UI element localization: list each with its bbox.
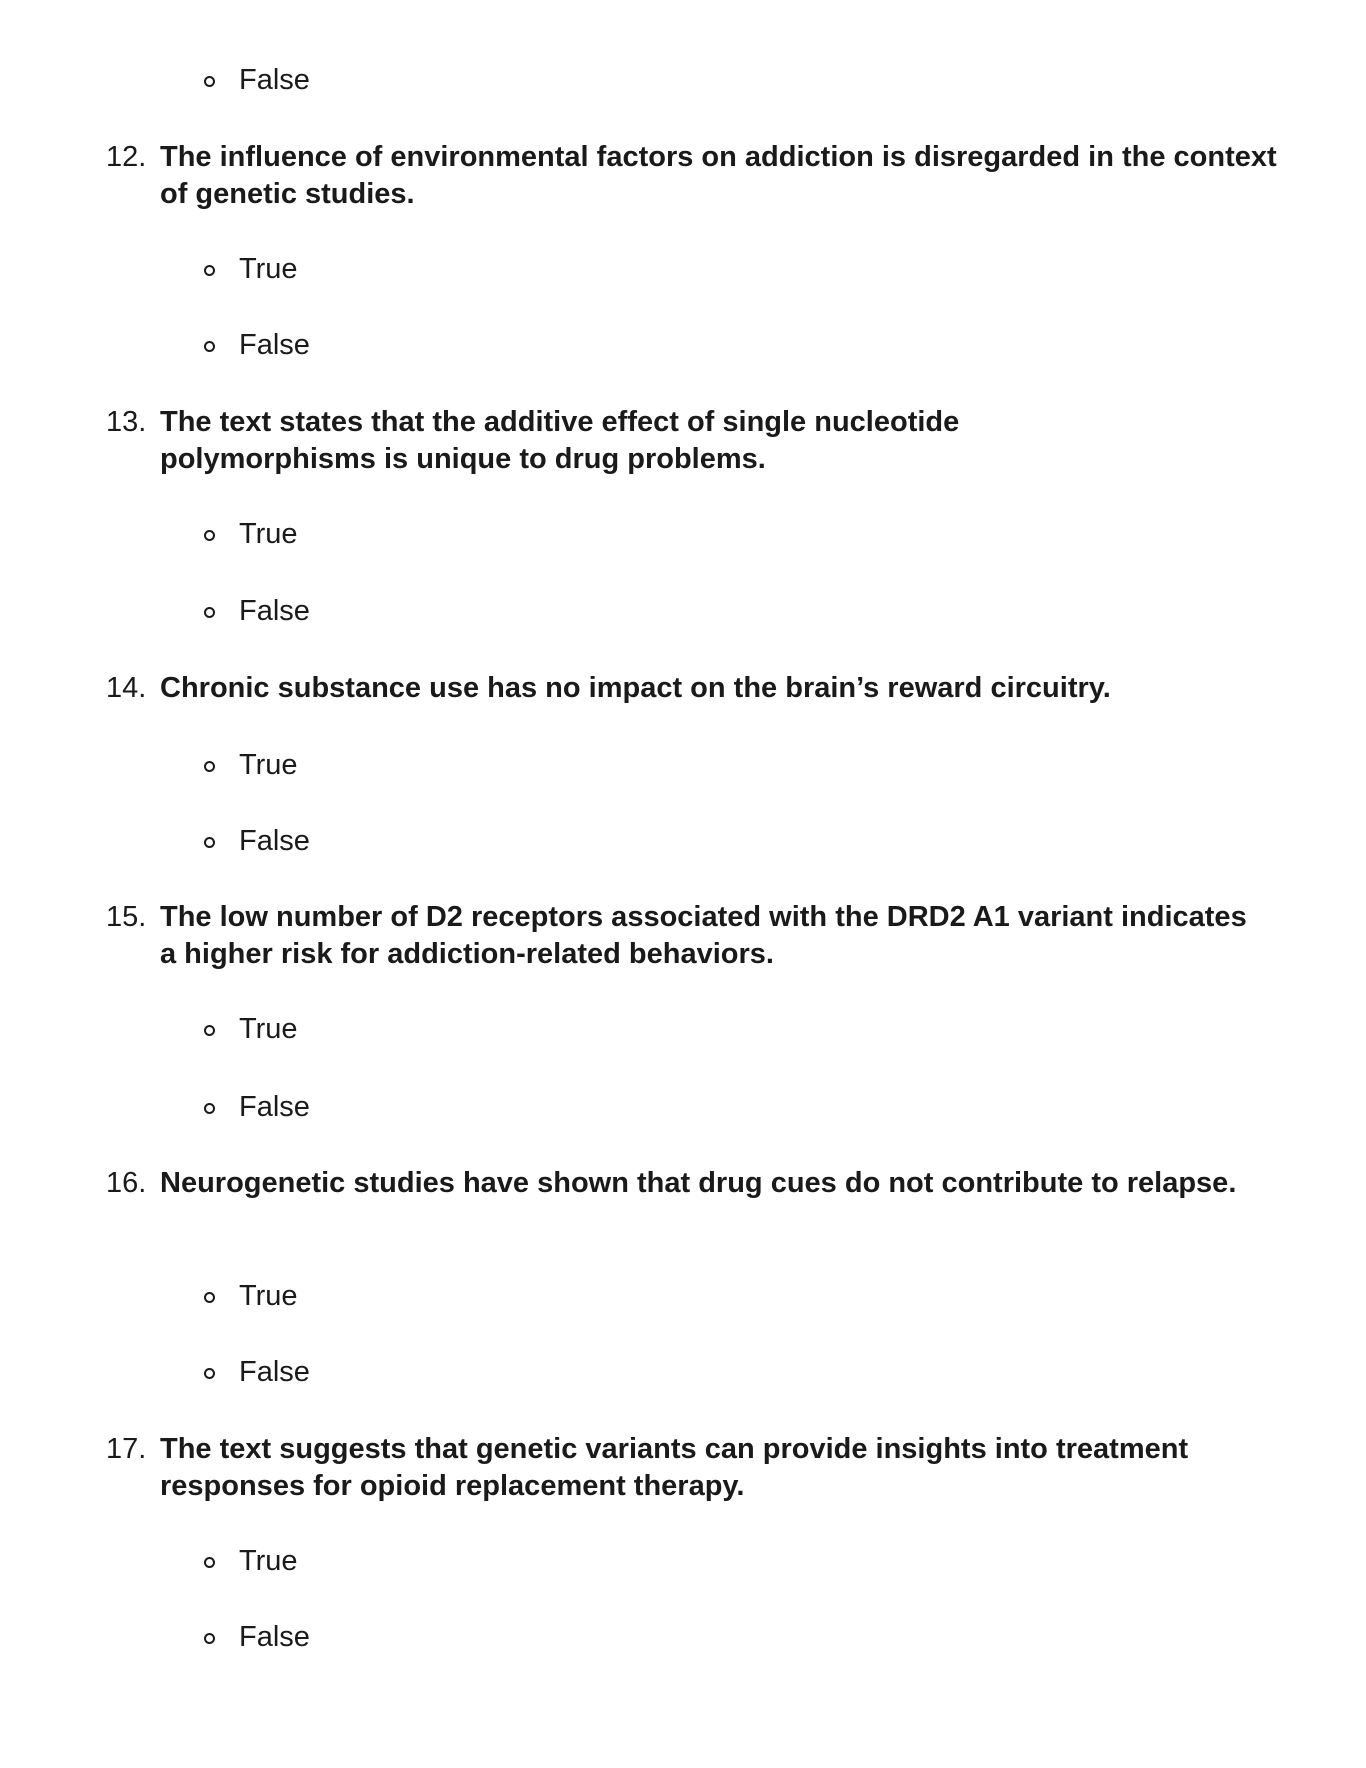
question-number: 12. — [106, 141, 147, 173]
hollow-bullet-icon — [204, 530, 215, 541]
option-label: True — [239, 1545, 298, 1577]
question-text: Neurogenetic studies have shown that drug cues do not contribute to relapse. — [160, 1167, 1237, 1199]
option-true[interactable] — [204, 251, 298, 287]
hollow-bullet-icon — [204, 1368, 215, 1379]
option-label: False — [239, 1621, 310, 1653]
option-label: True — [239, 1280, 298, 1312]
question-text: Chronic substance use has no impact on the brain’s reward circuitry. — [160, 672, 1111, 704]
question-number: 17. — [106, 1433, 147, 1465]
question-text: The influence of environmental factors on addiction is disregarded in the context of genetic studies. — [160, 141, 1277, 210]
option-label: False — [239, 595, 310, 627]
hollow-bullet-icon — [204, 1025, 215, 1036]
question-text: The text states that the additive effect of single nucleotide polymorphisms is unique to drug problems. — [160, 406, 960, 475]
option-false[interactable] — [204, 1354, 310, 1390]
question-number: 13. — [106, 406, 147, 438]
option-label: False — [239, 825, 310, 857]
option-true[interactable] — [204, 1543, 298, 1579]
option-true[interactable] — [204, 747, 298, 783]
option-label: True — [239, 518, 298, 550]
question-number: 14. — [106, 672, 147, 704]
hollow-bullet-icon — [204, 607, 215, 618]
option-true[interactable] — [204, 1011, 298, 1047]
option-false[interactable] — [204, 823, 310, 859]
option-label: False — [239, 1356, 310, 1388]
hollow-bullet-icon — [204, 761, 215, 772]
hollow-bullet-icon — [204, 1292, 215, 1303]
option-label: True — [239, 253, 298, 285]
option-label: True — [239, 1013, 298, 1045]
hollow-bullet-icon — [204, 341, 215, 352]
option-true[interactable] — [204, 1278, 298, 1314]
option-label: False — [239, 64, 310, 96]
option-label: False — [239, 329, 310, 361]
question-text: The text suggests that genetic variants can provide insights into treatment responses for opioid replacement therapy. — [160, 1433, 1189, 1502]
hollow-bullet-icon — [204, 1557, 215, 1568]
question-text: The low number of D2 receptors associated with the DRD2 A1 variant indicates a higher risk for addiction-related behaviors. — [160, 901, 1247, 970]
question-number: 16. — [106, 1167, 147, 1199]
hollow-bullet-icon — [204, 265, 215, 276]
hollow-bullet-icon — [204, 837, 215, 848]
option-false[interactable] — [204, 1619, 310, 1655]
option-false[interactable] — [204, 327, 310, 363]
option-true[interactable] — [204, 516, 298, 552]
option-false[interactable] — [204, 593, 310, 629]
hollow-bullet-icon — [204, 1103, 215, 1114]
option-false-q11[interactable] — [204, 62, 310, 98]
hollow-bullet-icon — [204, 76, 215, 87]
option-label: False — [239, 1091, 310, 1123]
option-false[interactable] — [204, 1089, 310, 1125]
option-label: True — [239, 749, 298, 781]
hollow-bullet-icon — [204, 1633, 215, 1644]
question-number: 15. — [106, 901, 147, 933]
